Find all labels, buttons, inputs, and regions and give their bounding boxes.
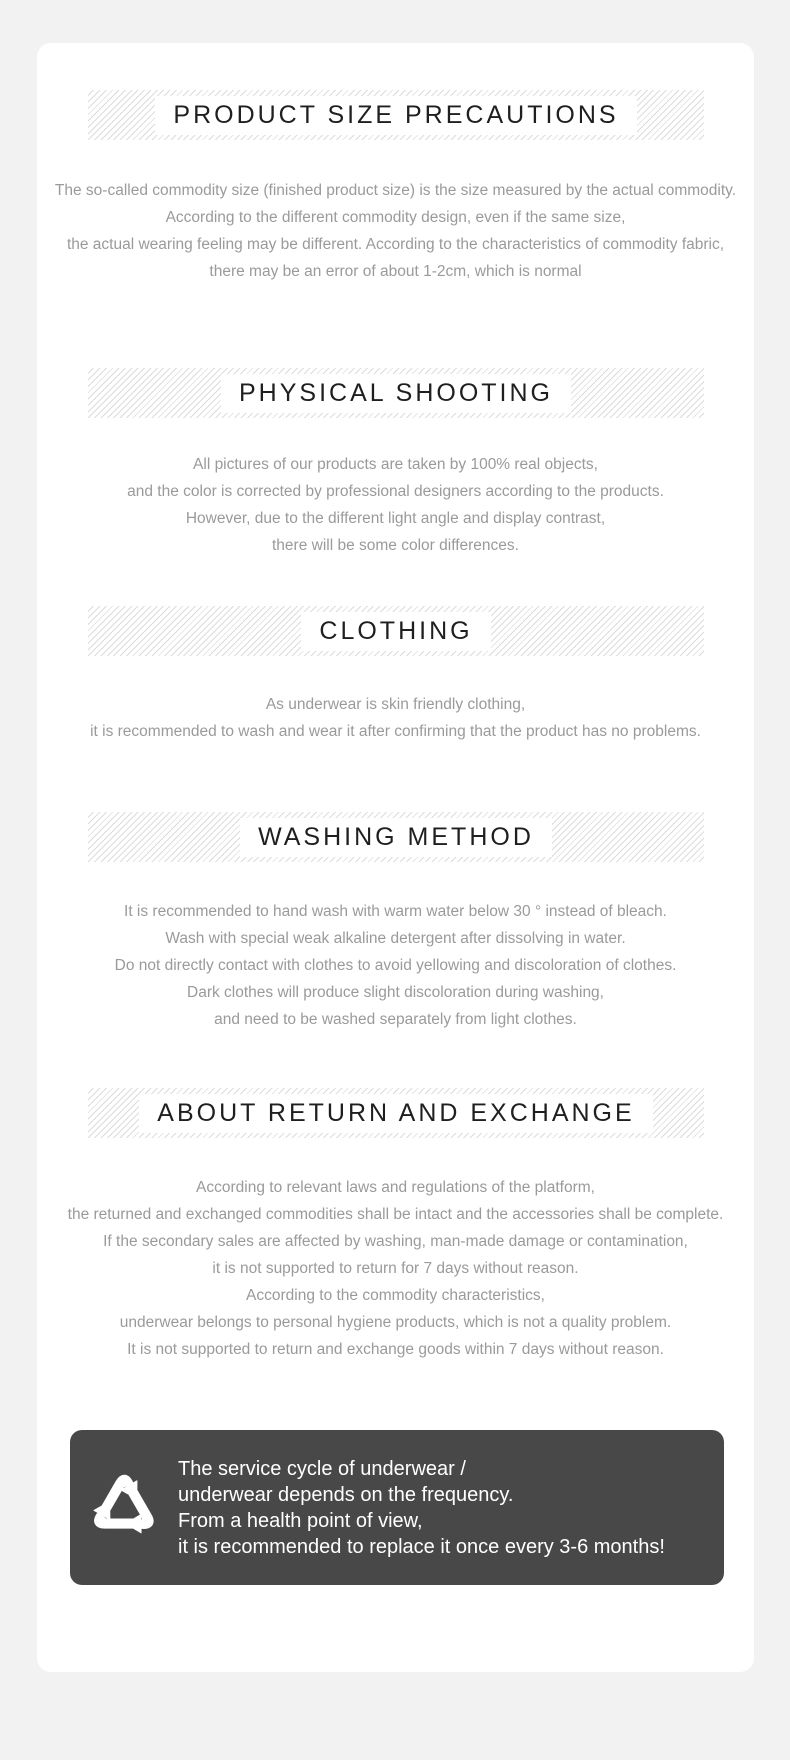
section-title: PRODUCT SIZE PRECAUTIONS <box>155 96 636 135</box>
text-line: it is recommended to wash and wear it after confirming that the product has no problems. <box>90 723 701 740</box>
text-line: it is recommended to replace it once every 3-6 months! <box>178 1535 665 1558</box>
recycle-icon <box>70 1460 178 1556</box>
text-line: there may be an error of about 1-2cm, which is normal <box>209 263 582 280</box>
text-line: The so-called commodity size (finished product size) is the size measured by the actual commodity. <box>54 182 737 199</box>
section-text-washing-method <box>37 898 754 1033</box>
section-text-physical-shooting <box>37 451 754 559</box>
text-line: However, due to the different light angle and display contrast, <box>185 510 606 527</box>
text-line: it is not supported to return for 7 days without reason. <box>212 1260 579 1277</box>
section-title: PHYSICAL SHOOTING <box>221 374 571 413</box>
section-header-washing-method <box>88 812 704 862</box>
text-line: and the color is corrected by professional designers according to the products. <box>127 483 664 500</box>
text-line: From a health point of view, <box>178 1509 423 1532</box>
text-line: Do not directly contact with clothes to avoid yellowing and discoloration of clothes. <box>114 957 677 974</box>
text-line: underwear belongs to personal hygiene products, which is not a quality problem. <box>119 1314 672 1331</box>
text-line: According to relevant laws and regulations of the platform, <box>196 1179 595 1196</box>
replacement-tip-banner <box>70 1430 724 1585</box>
text-line: the returned and exchanged commodities shall be intact and the accessories shall be complete. <box>67 1206 724 1223</box>
section-header-about-return-and-exchange <box>88 1088 704 1138</box>
text-line: According to the different commodity design, even if the same size, <box>165 209 626 226</box>
text-line: underwear depends on the frequency. <box>178 1483 514 1506</box>
text-line: the actual wearing feeling may be different. According to the characteristics of commodity fabric, <box>66 236 725 253</box>
product-info-card <box>37 43 754 1672</box>
banner-text <box>178 1456 665 1560</box>
section-title: WASHING METHOD <box>240 818 552 857</box>
section-title: CLOTHING <box>301 612 490 651</box>
text-line: there will be some color differences. <box>272 537 519 554</box>
text-line: If the secondary sales are affected by washing, man-made damage or contamination, <box>103 1233 688 1250</box>
section-header-clothing <box>88 606 704 656</box>
text-line: Wash with special weak alkaline detergent after dissolving in water. <box>165 930 626 947</box>
text-line: Dark clothes will produce slight discoloration during washing, <box>187 984 604 1001</box>
section-text-product-size-precautions <box>37 177 754 285</box>
text-line: and need to be washed separately from light clothes. <box>214 1011 577 1028</box>
text-line: The service cycle of underwear / <box>178 1457 466 1480</box>
text-line: As underwear is skin friendly clothing, <box>265 696 526 713</box>
section-text-clothing <box>37 691 754 745</box>
section-text-about-return-and-exchange <box>37 1174 754 1363</box>
section-header-physical-shooting <box>88 368 704 418</box>
text-line: According to the commodity characteristics, <box>246 1287 545 1304</box>
section-title: ABOUT RETURN AND EXCHANGE <box>139 1094 652 1133</box>
text-line: It is recommended to hand wash with warm water below 30 ° instead of bleach. <box>124 903 667 920</box>
text-line: It is not supported to return and exchange goods within 7 days without reason. <box>127 1341 664 1358</box>
section-header-product-size-precautions <box>88 90 704 140</box>
text-line: All pictures of our products are taken by 100% real objects, <box>193 456 598 473</box>
